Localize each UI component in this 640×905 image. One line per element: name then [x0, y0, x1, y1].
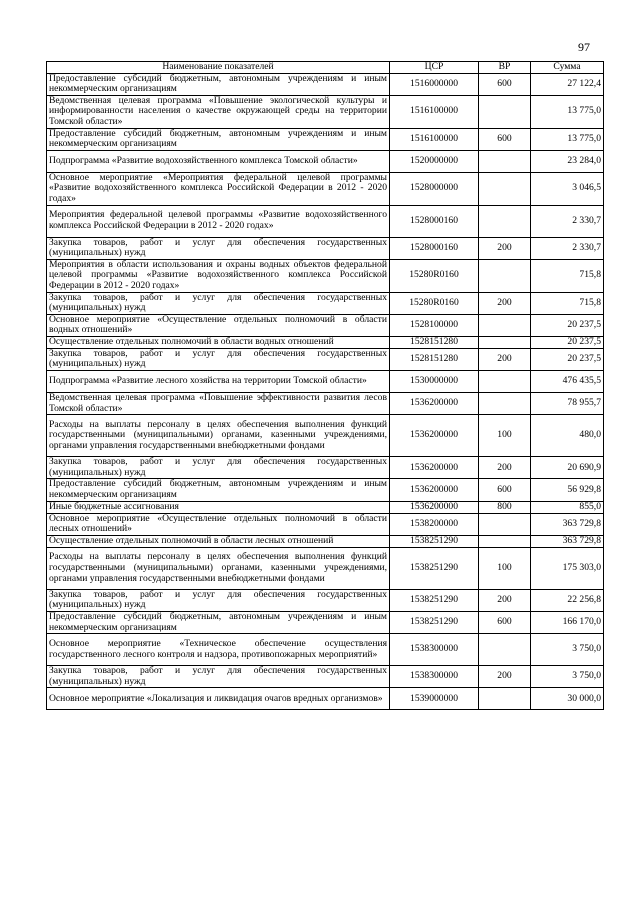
- cell-csr: 1528100000: [390, 314, 479, 336]
- cell-name: Мероприятия федеральной целевой программы «Развитие водохозяйственного комплекса Российской Федерации в 2012 - 2020 годах»: [47, 205, 390, 237]
- cell-name: Закупка товаров, работ и услуг для обеспечения государственных (муниципальных) нужд: [47, 348, 390, 370]
- cell-name: Предоставление субсидий бюджетным, автономным учреждениям и иным некоммерческим организациям: [47, 73, 390, 95]
- cell-vr: 100: [479, 547, 531, 589]
- cell-csr: 1516100000: [390, 95, 479, 128]
- table-row: [47, 688, 604, 710]
- cell-sum: 13 775,0: [531, 128, 604, 150]
- cell-name: Закупка товаров, работ и услуг для обеспечения государственных (муниципальных) нужд: [47, 589, 390, 611]
- cell-csr: 1516100000: [390, 128, 479, 150]
- cell-name: Основное мероприятие «Техническое обеспечение осуществления государственного лесного контроля и надзора, противопожарных мероприятий»: [47, 634, 390, 666]
- table-row: [47, 612, 604, 634]
- cell-sum: 2 330,7: [531, 237, 604, 259]
- cell-sum: 56 929,8: [531, 479, 604, 501]
- cell-name: Осуществление отдельных полномочий в области водных отношений: [47, 336, 390, 348]
- cell-sum: 20 237,5: [531, 348, 604, 370]
- cell-csr: 1528000000: [390, 172, 479, 205]
- cell-vr: [479, 634, 531, 666]
- table-row: [47, 501, 604, 513]
- cell-vr: [479, 688, 531, 710]
- cell-csr: 1536200000: [390, 479, 479, 501]
- cell-sum: 166 170,0: [531, 612, 604, 634]
- cell-sum: 20 690,9: [531, 457, 604, 479]
- cell-csr: 1538300000: [390, 634, 479, 666]
- cell-name: Осуществление отдельных полномочий в области лесных отношений: [47, 535, 390, 547]
- cell-vr: 200: [479, 589, 531, 611]
- cell-name: Подпрограмма «Развитие водохозяйственного комплекса Томской области»: [47, 150, 390, 172]
- table-row: [47, 547, 604, 589]
- cell-sum: 3 750,0: [531, 634, 604, 666]
- cell-csr: 1528151280: [390, 348, 479, 370]
- cell-vr: [479, 172, 531, 205]
- cell-sum: 363 729,8: [531, 535, 604, 547]
- cell-name: Расходы на выплаты персоналу в целях обеспечения выполнения функций государственными (муниципальными) органами, казенными учреждениями, органами управления государственными внебюджетными фондами: [47, 415, 390, 457]
- cell-sum: 3 750,0: [531, 666, 604, 688]
- cell-name: Основное мероприятие «Осуществление отдельных полномочий в области лесных отношений»: [47, 513, 390, 535]
- cell-sum: 20 237,5: [531, 314, 604, 336]
- cell-vr: [479, 150, 531, 172]
- cell-name: Закупка товаров, работ и услуг для обеспечения государственных (муниципальных) нужд: [47, 666, 390, 688]
- cell-sum: 78 955,7: [531, 393, 604, 415]
- cell-name: Ведомственная целевая программа «Повышение эффективности развития лесов Томской области»: [47, 393, 390, 415]
- cell-sum: 22 256,8: [531, 589, 604, 611]
- cell-csr: 1536200000: [390, 393, 479, 415]
- table-body: [47, 73, 604, 710]
- cell-sum: 20 237,5: [531, 336, 604, 348]
- table-row: [47, 457, 604, 479]
- cell-csr: 1536200000: [390, 457, 479, 479]
- cell-vr: [479, 513, 531, 535]
- table-row: [47, 634, 604, 666]
- cell-csr: 1539000000: [390, 688, 479, 710]
- header-vr: ВР: [479, 62, 531, 74]
- cell-name: Основное мероприятие «Мероприятия федеральной целевой программы «Развитие водохозяйственного комплекса Российской Федерации в 2012 - 2020 годах»: [47, 172, 390, 205]
- cell-vr: [479, 259, 531, 292]
- table-row: [47, 589, 604, 611]
- table-row: [47, 172, 604, 205]
- cell-vr: [479, 95, 531, 128]
- cell-vr: [479, 205, 531, 237]
- header-csr: ЦСР: [390, 62, 479, 74]
- table-row: [47, 479, 604, 501]
- table-row: [47, 150, 604, 172]
- cell-vr: 200: [479, 292, 531, 314]
- cell-name: Закупка товаров, работ и услуг для обеспечения государственных (муниципальных) нужд: [47, 237, 390, 259]
- cell-sum: 476 435,5: [531, 371, 604, 393]
- cell-name: Основное мероприятие «Осуществление отдельных полномочий в области водных отношений»: [47, 314, 390, 336]
- cell-sum: 480,0: [531, 415, 604, 457]
- cell-csr: 1538251290: [390, 612, 479, 634]
- header-sum: Сумма: [531, 62, 604, 74]
- table-row: [47, 237, 604, 259]
- cell-vr: 200: [479, 457, 531, 479]
- cell-sum: 30 000,0: [531, 688, 604, 710]
- cell-csr: 1528151280: [390, 336, 479, 348]
- cell-vr: [479, 535, 531, 547]
- cell-csr: 1528000160: [390, 237, 479, 259]
- cell-sum: 715,8: [531, 292, 604, 314]
- cell-vr: [479, 336, 531, 348]
- cell-sum: 715,8: [531, 259, 604, 292]
- cell-vr: 200: [479, 237, 531, 259]
- cell-sum: 23 284,0: [531, 150, 604, 172]
- table-row: [47, 314, 604, 336]
- cell-sum: 855,0: [531, 501, 604, 513]
- cell-sum: 2 330,7: [531, 205, 604, 237]
- cell-csr: 1516000000: [390, 73, 479, 95]
- budget-table: [46, 61, 604, 710]
- table-row: [47, 292, 604, 314]
- cell-sum: 363 729,8: [531, 513, 604, 535]
- cell-csr: 1536200000: [390, 501, 479, 513]
- cell-csr: 15280R0160: [390, 292, 479, 314]
- cell-vr: 200: [479, 666, 531, 688]
- cell-name: Основное мероприятие «Локализация и ликвидация очагов вредных организмов»: [47, 688, 390, 710]
- table-row: [47, 371, 604, 393]
- table-row: [47, 205, 604, 237]
- table-header-row: [47, 62, 604, 74]
- cell-csr: 15280R0160: [390, 259, 479, 292]
- table-row: [47, 393, 604, 415]
- table-row: [47, 666, 604, 688]
- cell-vr: 100: [479, 415, 531, 457]
- table-row: [47, 73, 604, 95]
- cell-name: Предоставление субсидий бюджетным, автономным учреждениям и иным некоммерческим организациям: [47, 612, 390, 634]
- page-number: 97: [578, 40, 590, 54]
- table-row: [47, 259, 604, 292]
- cell-csr: 1538300000: [390, 666, 479, 688]
- cell-name: Предоставление субсидий бюджетным, автономным учреждениям и иным некоммерческим организациям: [47, 479, 390, 501]
- table-row: [47, 128, 604, 150]
- cell-csr: 1528000160: [390, 205, 479, 237]
- cell-csr: 1538200000: [390, 513, 479, 535]
- header-name: Наименование показателей: [47, 62, 390, 74]
- table-row: [47, 95, 604, 128]
- cell-vr: 800: [479, 501, 531, 513]
- cell-vr: 600: [479, 612, 531, 634]
- cell-name: Закупка товаров, работ и услуг для обеспечения государственных (муниципальных) нужд: [47, 457, 390, 479]
- cell-sum: 27 122,4: [531, 73, 604, 95]
- cell-csr: 1530000000: [390, 371, 479, 393]
- cell-name: Закупка товаров, работ и услуг для обеспечения государственных (муниципальных) нужд: [47, 292, 390, 314]
- table-row: [47, 535, 604, 547]
- cell-sum: 175 303,0: [531, 547, 604, 589]
- cell-sum: 13 775,0: [531, 95, 604, 128]
- cell-csr: 1538251290: [390, 547, 479, 589]
- cell-name: Мероприятия в области использования и охраны водных объектов федеральной целевой программы «Развитие водохозяйственного комплекса Российской Федерации в 2012 - 2020 годах»: [47, 259, 390, 292]
- cell-csr: 1538251290: [390, 535, 479, 547]
- cell-vr: 600: [479, 479, 531, 501]
- cell-sum: 3 046,5: [531, 172, 604, 205]
- table-row: [47, 513, 604, 535]
- cell-csr: 1536200000: [390, 415, 479, 457]
- cell-vr: [479, 371, 531, 393]
- table-row: [47, 415, 604, 457]
- table-row: [47, 336, 604, 348]
- cell-vr: 600: [479, 128, 531, 150]
- cell-vr: [479, 393, 531, 415]
- table-row: [47, 348, 604, 370]
- cell-vr: 200: [479, 348, 531, 370]
- cell-name: Ведомственная целевая программа «Повышение экологической культуры и информированности населения о качестве окружающей среды на территории Томской области»: [47, 95, 390, 128]
- cell-name: Подпрограмма «Развитие лесного хозяйства на территории Томской области»: [47, 371, 390, 393]
- cell-csr: 1520000000: [390, 150, 479, 172]
- cell-vr: 600: [479, 73, 531, 95]
- cell-name: Предоставление субсидий бюджетным, автономным учреждениям и иным некоммерческим организациям: [47, 128, 390, 150]
- cell-name: Расходы на выплаты персоналу в целях обеспечения выполнения функций государственными (муниципальными) органами, казенными учреждениями, органами управления государственными внебюджетными фондами: [47, 547, 390, 589]
- cell-csr: 1538251290: [390, 589, 479, 611]
- cell-vr: [479, 314, 531, 336]
- cell-name: Иные бюджетные ассигнования: [47, 501, 390, 513]
